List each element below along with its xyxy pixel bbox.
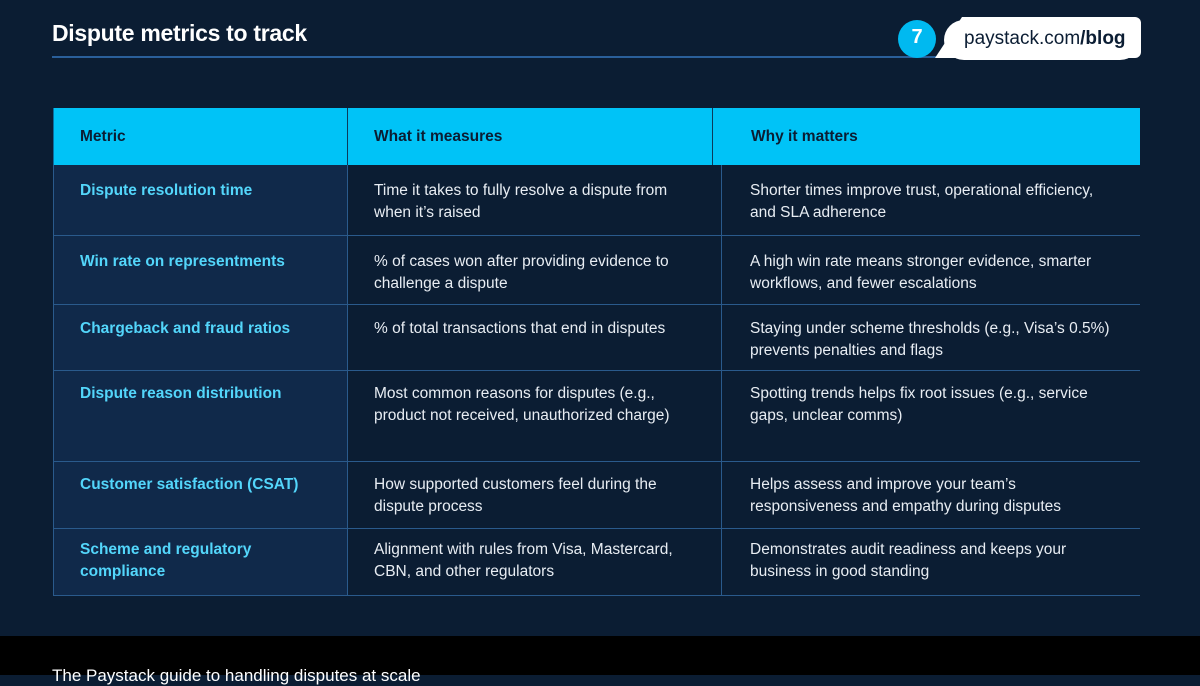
table-header-row — [53, 108, 1140, 165]
matters-cell: Demonstrates audit readiness and keeps your business in good standing — [721, 529, 1141, 595]
matters-cell: Helps assess and improve your team’s responsiveness and empathy during disputes — [721, 462, 1141, 528]
matters-cell: Spotting trends helps fix root issues (e.g., service gaps, unclear comms) — [721, 371, 1141, 461]
table-row — [53, 236, 1140, 305]
matters-cell: A high win rate means stronger evidence, smarter workflows, and fewer escalations — [721, 236, 1141, 304]
metric-cell: Dispute reason distribution — [54, 371, 347, 461]
measures-cell: Most common reasons for disputes (e.g., product not received, unauthorized charge) — [347, 371, 721, 461]
measures-cell: How supported customers feel during the dispute process — [347, 462, 721, 528]
metric-cell: Customer satisfaction (CSAT) — [54, 462, 347, 528]
metrics-table — [53, 108, 1140, 596]
column-header-metric: Metric — [80, 128, 126, 145]
url-path: /blog — [1080, 28, 1126, 49]
table-row — [53, 462, 1140, 529]
table-row — [53, 305, 1140, 371]
table-row — [53, 371, 1140, 462]
measures-cell: % of cases won after providing evidence to challenge a dispute — [347, 236, 721, 304]
table-row — [53, 529, 1140, 596]
metric-cell: Dispute resolution time — [54, 165, 347, 235]
blog-url-text — [964, 28, 1126, 50]
column-header-what-it-measures: What it measures — [347, 108, 712, 165]
metric-cell: Chargeback and fraud ratios — [54, 305, 347, 370]
matters-cell: Staying under scheme thresholds (e.g., Visa’s 0.5%) prevents penalties and flags — [721, 305, 1141, 370]
metric-cell: Win rate on representments — [54, 236, 347, 304]
url-domain: paystack.com — [964, 28, 1081, 49]
blog-url-link[interactable] — [944, 20, 1140, 60]
column-header-why-it-matters: Why it matters — [712, 108, 1141, 165]
metric-cell: Scheme and regulatory compliance — [54, 529, 347, 595]
measures-cell: Alignment with rules from Visa, Mastercard, CBN, and other regulators — [347, 529, 721, 595]
page-title: Dispute metrics to track — [52, 20, 307, 46]
table-row — [53, 165, 1140, 236]
guide-title: The Paystack guide to handling disputes at scale — [52, 666, 421, 685]
page-number-badge — [898, 20, 936, 58]
matters-cell: Shorter times improve trust, operational efficiency, and SLA adherence — [721, 165, 1141, 235]
measures-cell: Time it takes to fully resolve a dispute from when it’s raised — [347, 165, 721, 235]
page-number: 7 — [911, 26, 923, 48]
measures-cell: % of total transactions that end in disputes — [347, 305, 721, 370]
title-divider — [52, 56, 942, 58]
footer-bar — [0, 636, 1200, 685]
